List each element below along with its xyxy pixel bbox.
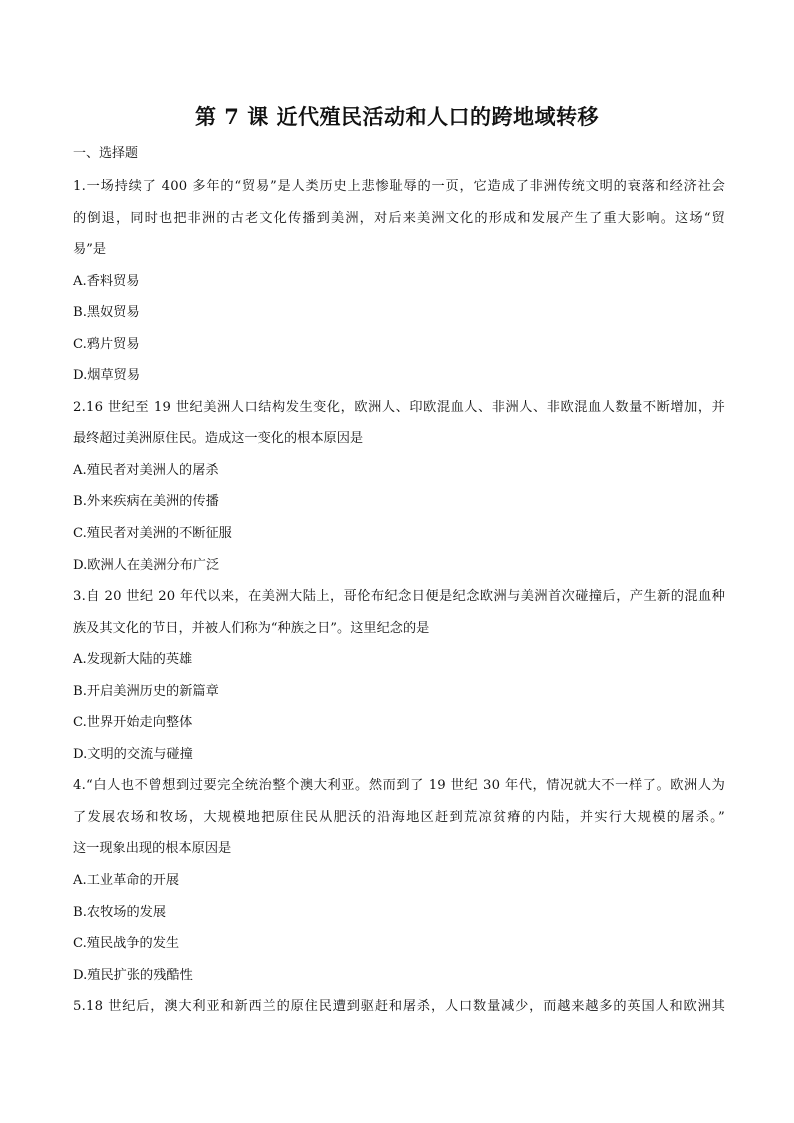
q4-stem-line-3: 这一现象出现的根本原因是 bbox=[73, 841, 232, 857]
q3-stem-line-2: 族及其文化的节日，并被人们称为“种族之日”。这里纪念的是 bbox=[73, 620, 430, 636]
q1-option-b: B.黑奴贸易 bbox=[73, 305, 140, 321]
q2-stem-line-1: 2.16 世纪至 19 世纪美洲人口结构发生变化，欧洲人、印欧混血人、非洲人、非欧混血人数量不断增加，并 bbox=[73, 399, 725, 415]
q4-option-c: C.殖民战争的发生 bbox=[73, 936, 180, 952]
q2-option-a: A.殖民者对美洲人的屠杀 bbox=[73, 462, 219, 478]
q2-option-d: D.欧洲人在美洲分布广泛 bbox=[73, 557, 220, 573]
page-title: 第 7 课 近代殖民活动和人口的跨地域转移 bbox=[194, 104, 600, 129]
q3-option-d: D.文明的交流与碰撞 bbox=[73, 746, 193, 762]
q2-option-b: B.外来疾病在美洲的传播 bbox=[73, 494, 219, 510]
q1-stem-line-1: 1.一场持续了 400 多年的“贸易”是人类历史上悲惨耻辱的一页，它造成了非洲传统文明的衰落和经济社会 bbox=[73, 179, 725, 194]
q4-option-b: B.农牧场的发展 bbox=[73, 904, 167, 920]
q3-option-b: B.开启美洲历史的新篇章 bbox=[73, 683, 219, 699]
q5-stem-line-1: 5.18 世纪后，澳大利亚和新西兰的原住民遭到驱赶和屠杀，人口数量减少，而越来越多的英国人和欧洲其 bbox=[73, 999, 725, 1015]
question-body bbox=[73, 171, 725, 1023]
q4-stem-line-2: 了发展农场和牧场，大规模地把原住民从肥沃的沿海地区赶到荒凉贫瘠的内陆，并实行大规模的屠杀。” bbox=[73, 809, 725, 825]
q4-option-a: A.工业革命的开展 bbox=[73, 873, 180, 889]
q3-option-c: C.世界开始走向整体 bbox=[73, 715, 193, 731]
q2-stem-line-2: 最终超过美洲原住民。造成这一变化的根本原因是 bbox=[73, 431, 364, 447]
q1-stem-line-2: 的倒退，同时也把非洲的古老文化传播到美洲，对后来美洲文化的形成和发展产生了重大影响。这场“贸 bbox=[73, 210, 725, 226]
q4-stem-line-1: 4.“白人也不曾想到过要完全统治整个澳大利亚。然而到了 19 世纪 30 年代，情况就大不一样了。欧洲人为 bbox=[73, 778, 725, 794]
q1-stem-line-3: 易”是 bbox=[73, 242, 107, 258]
q4-option-d: D.殖民扩张的残酷性 bbox=[73, 967, 193, 983]
q1-option-c: C.鸦片贸易 bbox=[73, 336, 140, 352]
q2-option-c: C.殖民者对美洲的不断征服 bbox=[73, 526, 232, 542]
section-heading: 一、选择题 bbox=[73, 146, 139, 161]
q1-option-a: A.香料贸易 bbox=[73, 273, 140, 289]
q3-option-a: A.发现新大陆的英雄 bbox=[73, 652, 193, 668]
q3-stem-line-1: 3.自 20 世纪 20 年代以来，在美洲大陆上，哥伦布纪念日便是纪念欧洲与美洲首次碰撞后，产生新的混血种 bbox=[73, 589, 725, 605]
q1-option-d: D.烟草贸易 bbox=[73, 368, 141, 384]
